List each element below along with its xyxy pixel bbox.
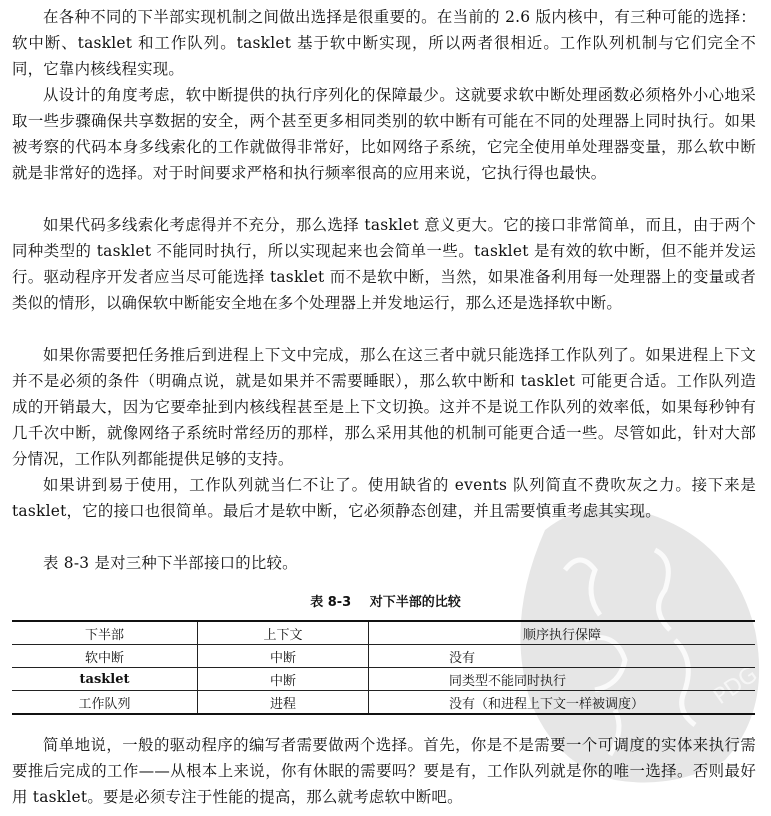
table-cell: 中断 <box>198 645 369 668</box>
table-header-row <box>12 621 755 645</box>
table-header-cell: 顺序执行保障 <box>369 621 756 645</box>
comparison-table <box>12 620 755 715</box>
paragraph-3: 如果代码多线索化考虑得并不充分，那么选择 tasklet 意义更大。它的接口非常简单，而且，由于两个同种类型的 tasklet 不能同时执行，所以实现起来也会简单一些。tasklet 是有效的软中断，但不能并发运行。驱动程序开发者应当尽可能选择 tasklet 而不是软中断，当然，如果准备利用每一处理器上的变量或者类似的情形，以确保软中断能安全地在多个处理器上并发地运行，那么还是选择软中断。 <box>12 216 756 312</box>
table-cell: 没有（和进程上下文一样被调度） <box>369 691 756 715</box>
table-row <box>12 668 755 691</box>
paragraph-1: 在各种不同的下半部实现机制之间做出选择是很重要的。在当前的 2.6 版内核中，有三种可能的选择：软中断、tasklet 和工作队列。tasklet 基于软中断实现，所以两者很相近。工作队列机制与它们完全不同，它靠内核线程实现。 <box>12 8 756 78</box>
paragraph-4: 如果你需要把任务推后到进程上下文中完成，那么在这三者中就只能选择工作队列了。如果进程上下文并不是必须的条件（明确点说，就是如果并不需要睡眠），那么软中断和 tasklet 可能更合适。工作队列造成的开销最大，因为它要牵扯到内核线程甚至是上下文切换。这并不是说工作队列的效率低，如果每秒钟有几千次中断，就像网络子系统时常经历的那样，那么采用其他的机制可能更合适一些。尽管如此，针对大部分情况，工作队列都能提供足够的支持。 <box>12 346 756 468</box>
paragraph-6: 表 8-3 是对三种下半部接口的比较。 <box>43 554 298 572</box>
table-cell: 软中断 <box>12 645 198 668</box>
table-cell: tasklet <box>12 668 198 691</box>
table-cell: 同类型不能同时执行 <box>369 668 756 691</box>
closing-paragraph: 简单地说，一般的驱动程序的编写者需要做两个选择。首先，你是不是需要一个可调度的实体来执行需要推后完成的工作——从根本上来说，你有休眠的需要吗？要是有，工作队列就是你的唯一选择。否则最好用 tasklet。要是必须专注于性能的提高，那么就考虑软中断吧。 <box>12 736 756 806</box>
table-header-cell: 上下文 <box>198 621 369 645</box>
table-header-cell: 下半部 <box>12 621 198 645</box>
table-caption-title: 对下半部的比较 <box>369 595 461 610</box>
table-row <box>12 645 755 668</box>
table-row <box>12 691 755 715</box>
table-caption-number: 表 8-3 <box>310 595 352 610</box>
watermark-text: PDG <box>709 662 763 710</box>
paragraph-2: 从设计的角度考虑，软中断提供的执行序列化的保障最少。这就要求软中断处理函数必须格外小心地采取一些步骤确保共享数据的安全，两个甚至更多相同类别的软中断有可能在不同的处理器上同时执行。如果被考察的代码本身多线索化的工作就做得非常好，比如网络子系统，它完全使用单处理器变量，那么软中断就是非常好的选择。对于时间要求严格和执行频率很高的应用来说，它执行得也最快。 <box>12 86 756 182</box>
table-caption <box>0 591 771 610</box>
table-cell: 中断 <box>198 668 369 691</box>
table-cell: 进程 <box>198 691 369 715</box>
paragraph-5: 如果讲到易于使用，工作队列就当仁不让了。使用缺省的 events 队列简直不费吹灰之力。接下来是 tasklet，它的接口也很简单。最后才是软中断，它必须静态创建，并且需要慎重考虑其实现。 <box>12 476 756 520</box>
table-cell: 没有 <box>369 645 756 668</box>
table-cell: 工作队列 <box>12 691 198 715</box>
